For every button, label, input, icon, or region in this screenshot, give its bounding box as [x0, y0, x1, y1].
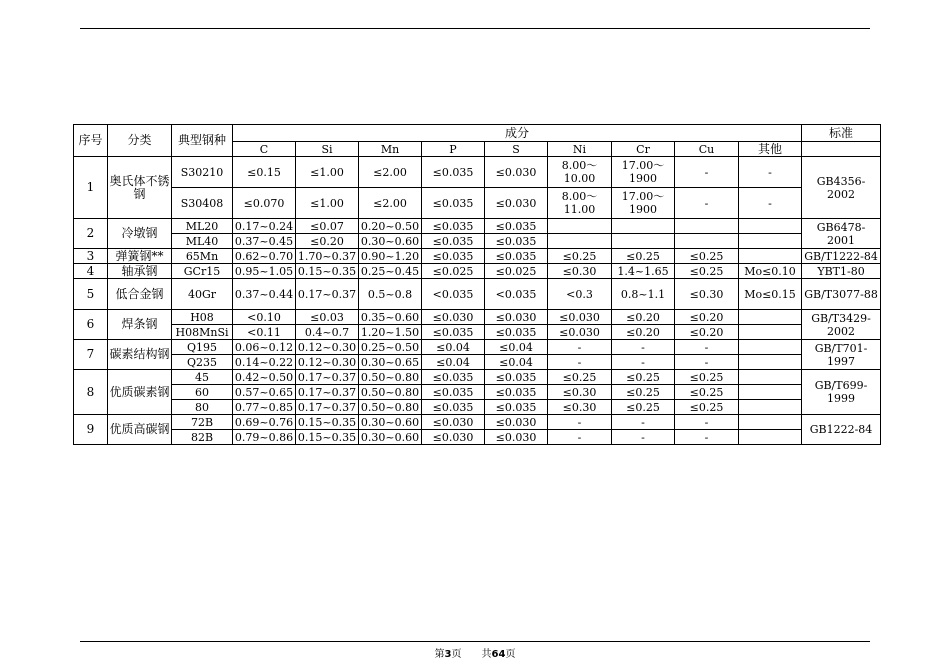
- table-row: [74, 157, 881, 188]
- value-cell: -: [675, 157, 739, 188]
- grade-cell: 82B: [172, 430, 233, 445]
- table-row: [74, 430, 881, 445]
- grade-cell: ML40: [172, 234, 233, 249]
- category-cell: 优质碳素钢: [108, 370, 172, 415]
- value-cell: [612, 219, 675, 234]
- value-cell: -: [612, 415, 675, 430]
- value-cell: -: [675, 430, 739, 445]
- value-cell: 0.42~0.50: [233, 370, 296, 385]
- value-cell: 8.00～10.00: [548, 157, 612, 188]
- value-cell: ≤0.030: [485, 430, 548, 445]
- grade-cell: GCr15: [172, 264, 233, 279]
- value-cell: 0.14~0.22: [233, 355, 296, 370]
- value-cell: ≤0.035: [422, 157, 485, 188]
- value-cell: 0.37~0.45: [233, 234, 296, 249]
- seq-cell: 1: [74, 157, 108, 219]
- element-header: Si: [296, 142, 359, 157]
- value-cell: -: [548, 430, 612, 445]
- table-row: [74, 219, 881, 234]
- value-cell: 0.12~0.30: [296, 340, 359, 355]
- value-cell: ≤0.04: [485, 355, 548, 370]
- value-cell: ≤0.035: [485, 219, 548, 234]
- value-cell: 0.30~0.65: [359, 355, 422, 370]
- value-cell: 0.95~1.05: [233, 264, 296, 279]
- value-cell: -: [612, 430, 675, 445]
- value-cell: [548, 234, 612, 249]
- value-cell: -: [675, 355, 739, 370]
- value-cell: 0.17~0.37: [296, 279, 359, 310]
- value-cell: ≤0.035: [422, 188, 485, 219]
- standard-cell: GB4356-2002: [802, 157, 881, 219]
- table-row: [74, 279, 881, 310]
- standard-cell: YBT1-80: [802, 264, 881, 279]
- value-cell: 0.15~0.35: [296, 430, 359, 445]
- table-row: [74, 249, 881, 264]
- value-cell: 0.90~1.20: [359, 249, 422, 264]
- grade-cell: S30408: [172, 188, 233, 219]
- seq-cell: 6: [74, 310, 108, 340]
- value-cell: 0.50~0.80: [359, 400, 422, 415]
- standard-cell: GB/T3077-88: [802, 279, 881, 310]
- grade-cell: 40Gr: [172, 279, 233, 310]
- value-cell: 0.62~0.70: [233, 249, 296, 264]
- value-cell: [675, 234, 739, 249]
- value-cell: [739, 249, 802, 264]
- table-row: [74, 325, 881, 340]
- value-cell: -: [548, 415, 612, 430]
- value-cell: <0.035: [422, 279, 485, 310]
- value-cell: ≤0.25: [612, 370, 675, 385]
- value-cell: 0.5~0.8: [359, 279, 422, 310]
- seq-cell: 7: [74, 340, 108, 370]
- value-cell: ≤0.035: [422, 234, 485, 249]
- value-cell: [739, 355, 802, 370]
- value-cell: Mo≤0.10: [739, 264, 802, 279]
- header-composition: 成分: [233, 125, 802, 142]
- value-cell: [739, 385, 802, 400]
- value-cell: 0.15~0.35: [296, 415, 359, 430]
- value-cell: -: [675, 340, 739, 355]
- value-cell: ≤0.070: [233, 188, 296, 219]
- category-cell: 优质高碳钢: [108, 415, 172, 445]
- value-cell: -: [675, 188, 739, 219]
- value-cell: [675, 219, 739, 234]
- standard-cell: GB/T701-1997: [802, 340, 881, 370]
- value-cell: Mo≤0.15: [739, 279, 802, 310]
- value-cell: 0.50~0.80: [359, 370, 422, 385]
- value-cell: 0.4~0.7: [296, 325, 359, 340]
- value-cell: ≤1.00: [296, 157, 359, 188]
- footer-rule: [80, 641, 870, 642]
- page-middle: 页 共: [451, 649, 492, 660]
- value-cell: ≤0.030: [485, 415, 548, 430]
- value-cell: 0.06~0.12: [233, 340, 296, 355]
- value-cell: ≤0.30: [548, 264, 612, 279]
- value-cell: ≤0.04: [485, 340, 548, 355]
- table-row: [74, 340, 881, 355]
- value-cell: ≤0.30: [548, 385, 612, 400]
- value-cell: ≤0.20: [675, 310, 739, 325]
- value-cell: 0.25~0.50: [359, 340, 422, 355]
- value-cell: ≤0.030: [485, 310, 548, 325]
- value-cell: [739, 430, 802, 445]
- grade-cell: H08MnSi: [172, 325, 233, 340]
- grade-cell: Q235: [172, 355, 233, 370]
- value-cell: -: [612, 340, 675, 355]
- value-cell: -: [739, 157, 802, 188]
- value-cell: 0.8~1.1: [612, 279, 675, 310]
- table-row: [74, 415, 881, 430]
- table-row: [74, 188, 881, 219]
- value-cell: ≤0.025: [422, 264, 485, 279]
- value-cell: -: [548, 340, 612, 355]
- value-cell: ≤0.25: [675, 249, 739, 264]
- grade-cell: H08: [172, 310, 233, 325]
- value-cell: ≤0.035: [485, 234, 548, 249]
- standard-cell: GB/T1222-84: [802, 249, 881, 264]
- standard-cell: GB6478-2001: [802, 219, 881, 249]
- value-cell: ≤0.030: [422, 415, 485, 430]
- value-cell: -: [675, 415, 739, 430]
- value-cell: <0.11: [233, 325, 296, 340]
- page-suffix: 页: [505, 649, 516, 660]
- value-cell: ≤0.030: [422, 310, 485, 325]
- grade-cell: 45: [172, 370, 233, 385]
- value-cell: 0.17~0.37: [296, 385, 359, 400]
- header-seq: 序号: [74, 125, 108, 157]
- value-cell: <0.10: [233, 310, 296, 325]
- steel-composition-table: [73, 124, 881, 445]
- standard-cell: GB/T699-1999: [802, 370, 881, 415]
- standard-cell: GB/T3429-2002: [802, 310, 881, 340]
- value-cell: [739, 400, 802, 415]
- value-cell: [739, 219, 802, 234]
- value-cell: 0.30~0.60: [359, 415, 422, 430]
- seq-cell: 2: [74, 219, 108, 249]
- value-cell: ≤2.00: [359, 157, 422, 188]
- value-cell: ≤0.030: [548, 310, 612, 325]
- value-cell: 0.79~0.86: [233, 430, 296, 445]
- value-cell: ≤0.04: [422, 355, 485, 370]
- header-row-1: [74, 125, 881, 142]
- category-cell: 冷墩钢: [108, 219, 172, 249]
- value-cell: 0.12~0.30: [296, 355, 359, 370]
- value-cell: ≤0.20: [612, 325, 675, 340]
- value-cell: [739, 415, 802, 430]
- value-cell: 1.20~1.50: [359, 325, 422, 340]
- total-pages: 64: [491, 649, 506, 660]
- value-cell: ≤0.030: [485, 157, 548, 188]
- category-cell: 焊条钢: [108, 310, 172, 340]
- category-cell: 轴承钢: [108, 264, 172, 279]
- header-category: 分类: [108, 125, 172, 157]
- header-grade: 典型钢种: [172, 125, 233, 157]
- table-row: [74, 385, 881, 400]
- value-cell: [548, 219, 612, 234]
- value-cell: ≤0.25: [675, 400, 739, 415]
- category-cell: 奥氏体不锈钢: [108, 157, 172, 219]
- category-cell: 碳素结构钢: [108, 340, 172, 370]
- value-cell: ≤0.030: [485, 188, 548, 219]
- value-cell: [739, 234, 802, 249]
- value-cell: ≤0.25: [675, 370, 739, 385]
- value-cell: 0.50~0.80: [359, 385, 422, 400]
- value-cell: ≤0.030: [548, 325, 612, 340]
- grade-cell: ML20: [172, 219, 233, 234]
- value-cell: ≤0.20: [675, 325, 739, 340]
- value-cell: [739, 340, 802, 355]
- value-cell: ≤0.025: [485, 264, 548, 279]
- value-cell: ≤0.030: [422, 430, 485, 445]
- table-row: [74, 355, 881, 370]
- header-standard: 标准: [802, 125, 881, 142]
- value-cell: ≤0.15: [233, 157, 296, 188]
- value-cell: 0.20~0.50: [359, 219, 422, 234]
- seq-cell: 4: [74, 264, 108, 279]
- value-cell: ≤0.04: [422, 340, 485, 355]
- value-cell: ≤0.30: [548, 400, 612, 415]
- category-cell: 低合金钢: [108, 279, 172, 310]
- value-cell: <0.3: [548, 279, 612, 310]
- value-cell: 1.4~1.65: [612, 264, 675, 279]
- value-cell: <0.035: [485, 279, 548, 310]
- value-cell: ≤0.035: [485, 400, 548, 415]
- element-header: 其他: [739, 142, 802, 157]
- grade-cell: 80: [172, 400, 233, 415]
- value-cell: ≤0.30: [675, 279, 739, 310]
- table-row: [74, 370, 881, 385]
- value-cell: 17.00～1900: [612, 188, 675, 219]
- value-cell: ≤0.035: [422, 385, 485, 400]
- element-header: Mn: [359, 142, 422, 157]
- grade-cell: S30210: [172, 157, 233, 188]
- seq-cell: 8: [74, 370, 108, 415]
- table-row: [74, 400, 881, 415]
- element-header: S: [485, 142, 548, 157]
- element-header: P: [422, 142, 485, 157]
- header-rule: [80, 28, 870, 29]
- value-cell: ≤0.25: [548, 370, 612, 385]
- value-cell: ≤0.20: [612, 310, 675, 325]
- seq-cell: 5: [74, 279, 108, 310]
- value-cell: ≤0.035: [485, 325, 548, 340]
- value-cell: 17.00～1900: [612, 157, 675, 188]
- header-standard-blank: [802, 142, 881, 157]
- value-cell: 1.70~0.37: [296, 249, 359, 264]
- value-cell: [739, 370, 802, 385]
- element-header: Cr: [612, 142, 675, 157]
- value-cell: -: [739, 188, 802, 219]
- value-cell: ≤0.25: [675, 385, 739, 400]
- value-cell: 8.00～11.00: [548, 188, 612, 219]
- value-cell: ≤0.25: [612, 385, 675, 400]
- value-cell: ≤0.07: [296, 219, 359, 234]
- value-cell: 0.57~0.65: [233, 385, 296, 400]
- value-cell: ≤2.00: [359, 188, 422, 219]
- seq-cell: 3: [74, 249, 108, 264]
- page-footer: [0, 645, 950, 660]
- grade-cell: 72B: [172, 415, 233, 430]
- seq-cell: 9: [74, 415, 108, 445]
- value-cell: -: [548, 355, 612, 370]
- value-cell: ≤0.03: [296, 310, 359, 325]
- value-cell: ≤0.25: [548, 249, 612, 264]
- value-cell: ≤0.035: [422, 370, 485, 385]
- value-cell: ≤0.20: [296, 234, 359, 249]
- value-cell: 0.17~0.37: [296, 400, 359, 415]
- grade-cell: 65Mn: [172, 249, 233, 264]
- value-cell: ≤0.25: [612, 249, 675, 264]
- value-cell: 0.77~0.85: [233, 400, 296, 415]
- value-cell: 0.17~0.37: [296, 370, 359, 385]
- value-cell: ≤0.25: [675, 264, 739, 279]
- grade-cell: Q195: [172, 340, 233, 355]
- value-cell: 0.17~0.24: [233, 219, 296, 234]
- value-cell: ≤0.035: [485, 249, 548, 264]
- value-cell: ≤0.035: [485, 385, 548, 400]
- grade-cell: 60: [172, 385, 233, 400]
- table-row: [74, 264, 881, 279]
- table-row: [74, 310, 881, 325]
- element-header: C: [233, 142, 296, 157]
- standard-cell: GB1222-84: [802, 415, 881, 445]
- value-cell: [739, 325, 802, 340]
- value-cell: 0.15~0.35: [296, 264, 359, 279]
- value-cell: ≤0.035: [422, 400, 485, 415]
- value-cell: 0.35~0.60: [359, 310, 422, 325]
- element-header: Cu: [675, 142, 739, 157]
- value-cell: 0.30~0.60: [359, 430, 422, 445]
- category-cell: 弹簧钢**: [108, 249, 172, 264]
- value-cell: ≤1.00: [296, 188, 359, 219]
- page-number: 3: [444, 649, 452, 660]
- value-cell: [739, 310, 802, 325]
- value-cell: ≤0.035: [422, 219, 485, 234]
- value-cell: 0.30~0.60: [359, 234, 422, 249]
- value-cell: [612, 234, 675, 249]
- value-cell: 0.37~0.44: [233, 279, 296, 310]
- page-prefix: 第: [434, 649, 445, 660]
- value-cell: 0.25~0.45: [359, 264, 422, 279]
- value-cell: -: [612, 355, 675, 370]
- value-cell: 0.69~0.76: [233, 415, 296, 430]
- value-cell: ≤0.035: [422, 325, 485, 340]
- value-cell: ≤0.25: [612, 400, 675, 415]
- table-row: [74, 234, 881, 249]
- element-header: Ni: [548, 142, 612, 157]
- value-cell: ≤0.035: [485, 370, 548, 385]
- value-cell: ≤0.035: [422, 249, 485, 264]
